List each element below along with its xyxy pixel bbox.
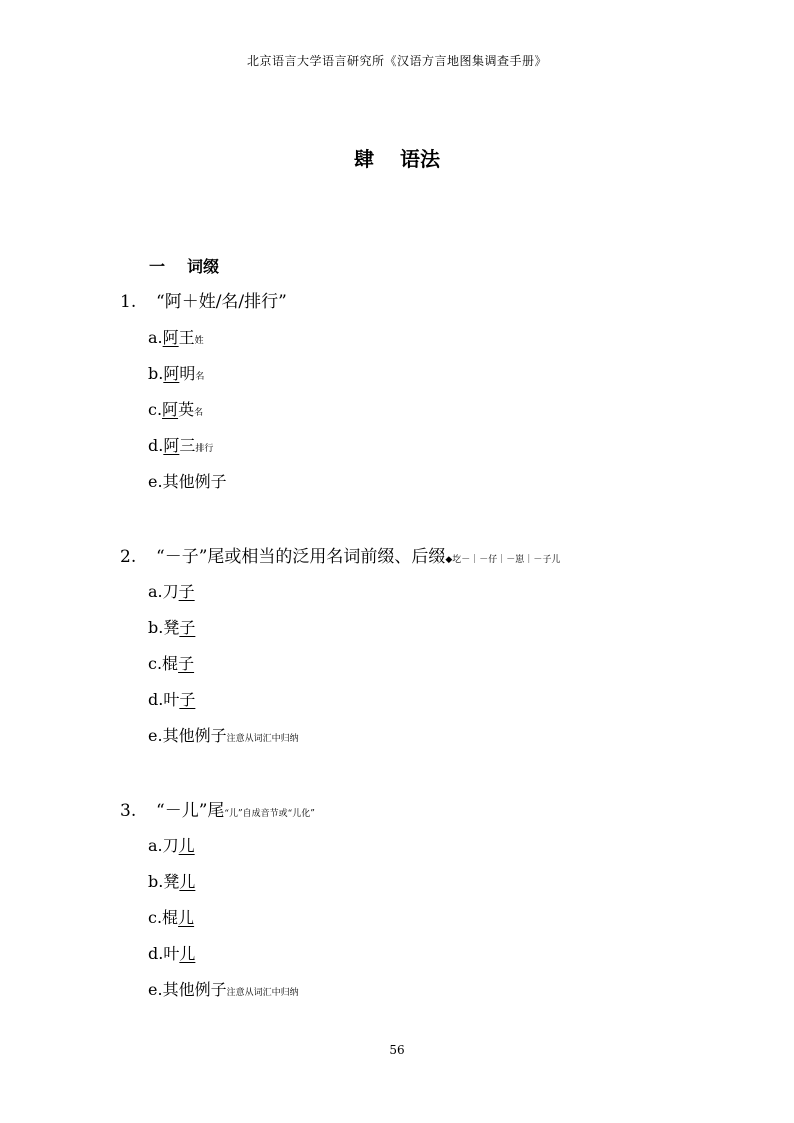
chapter-name: 语法 (400, 147, 440, 171)
question-1-option-c (148, 397, 203, 420)
option-note: 姓 (194, 336, 204, 346)
question-2-option-c (148, 651, 194, 674)
question-2-title (120, 542, 560, 567)
option-text: 棍 (162, 908, 179, 927)
question-text: “－子”尾或相当的泛用名词前缀、后缀 (156, 547, 446, 567)
option-target-morpheme: 儿 (179, 944, 196, 963)
option-target-morpheme: 阿 (163, 436, 180, 455)
option-target-morpheme: 儿 (179, 872, 196, 891)
option-note: 注意从词汇中归纳 (226, 988, 299, 998)
question-1-option-e (148, 469, 227, 492)
question-2-option-d (148, 687, 195, 710)
question-2-option-b (148, 615, 195, 638)
option-letter: a. (148, 836, 163, 855)
option-text: 叶 (163, 944, 180, 963)
option-text: 凳 (163, 618, 180, 637)
question-3-option-e (148, 977, 299, 1000)
question-number: 2. (120, 547, 137, 567)
option-letter: e. (148, 980, 163, 999)
option-letter: d. (148, 436, 164, 455)
option-target-morpheme: 子 (178, 582, 195, 601)
option-text: 刀 (162, 582, 179, 601)
option-text: 凳 (163, 872, 180, 891)
chapter-title (0, 143, 794, 172)
option-text-after: 明 (179, 364, 196, 383)
page-number: 56 (389, 1043, 405, 1057)
option-letter: e. (148, 472, 163, 491)
question-3-option-c (148, 905, 194, 928)
question-text: “阿＋姓/名/排行” (156, 292, 287, 312)
option-text-after: 三 (179, 436, 196, 455)
option-target-morpheme: 阿 (162, 400, 179, 419)
option-letter: d. (148, 690, 164, 709)
option-target-morpheme: 儿 (178, 908, 195, 927)
option-note: 注意从词汇中归纳 (226, 734, 299, 744)
option-text-after: 英 (178, 400, 195, 419)
option-target-morpheme: 子 (179, 690, 196, 709)
question-1-option-d (148, 433, 213, 456)
question-2-option-e (148, 723, 299, 746)
option-target-morpheme: 子 (179, 618, 196, 637)
option-note: 排行 (195, 444, 214, 454)
question-3-option-b (148, 869, 195, 892)
option-letter: c. (148, 654, 163, 673)
question-1-option-a (148, 325, 204, 348)
question-text: “－儿”尾 (156, 801, 225, 821)
option-letter: e. (148, 726, 163, 745)
option-text: 其他例子 (162, 726, 227, 745)
question-note: ◆圪－｜－仔｜－崽｜－子儿 (445, 555, 561, 565)
option-text: 叶 (163, 690, 180, 709)
question-3-option-d (148, 941, 195, 964)
question-note: “儿”自成音节或“儿化” (224, 809, 315, 819)
option-target-morpheme: 子 (178, 654, 195, 673)
question-1-title (120, 287, 287, 312)
option-text: 其他例子 (162, 980, 227, 999)
option-text: 其他例子 (162, 472, 227, 491)
option-text: 刀 (162, 836, 179, 855)
option-letter: b. (148, 618, 164, 637)
option-target-morpheme: 阿 (163, 364, 180, 383)
option-note: 名 (195, 372, 205, 382)
option-text-after: 王 (178, 328, 195, 347)
option-text: 棍 (162, 654, 179, 673)
question-1-option-b (148, 361, 204, 384)
question-number: 3. (120, 801, 137, 821)
section-heading (149, 254, 219, 277)
option-letter: c. (148, 908, 163, 927)
option-letter: a. (148, 328, 163, 347)
running-header: 北京语言大学语言研究所《汉语方言地图集调查手册》 (246, 54, 547, 68)
option-target-morpheme: 阿 (162, 328, 179, 347)
section-title: 词缀 (187, 257, 220, 276)
option-letter: b. (148, 364, 164, 383)
option-letter: b. (148, 872, 164, 891)
section-number: 一 (149, 257, 166, 276)
question-2-option-a (148, 579, 195, 602)
option-note: 名 (194, 408, 204, 418)
option-letter: d. (148, 944, 164, 963)
question-3-option-a (148, 833, 195, 856)
chapter-number: 肆 (354, 147, 374, 171)
option-target-morpheme: 儿 (178, 836, 195, 855)
option-letter: c. (148, 400, 163, 419)
question-number: 1. (120, 292, 137, 312)
question-3-title (120, 796, 315, 821)
option-letter: a. (148, 582, 163, 601)
